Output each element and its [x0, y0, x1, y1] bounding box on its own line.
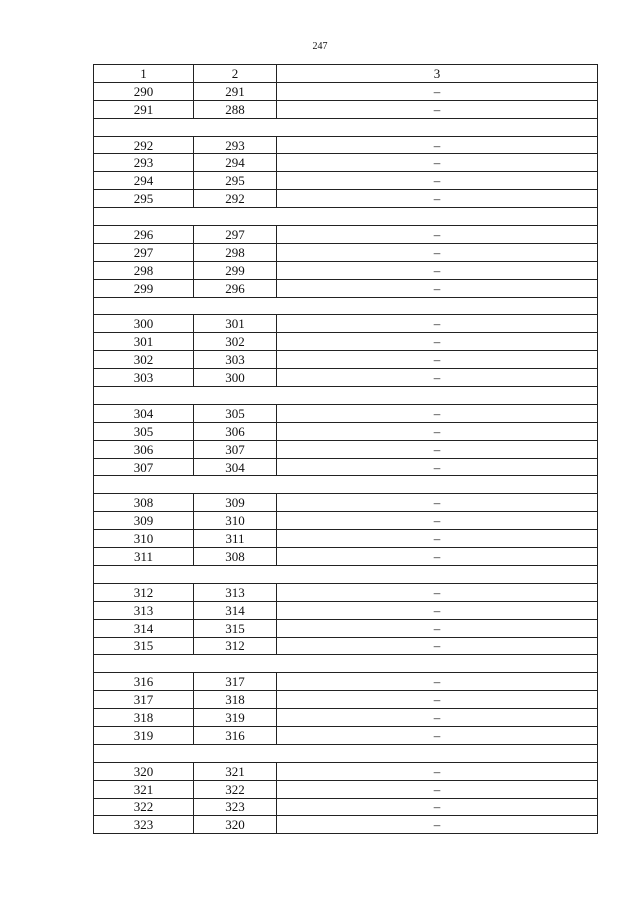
table-cell-col3: –: [277, 691, 598, 709]
table-cell-col3: –: [277, 136, 598, 154]
table-row: [94, 333, 598, 351]
table-cell-col3: –: [277, 601, 598, 619]
table-cell-col3: –: [277, 190, 598, 208]
table-row: [94, 780, 598, 798]
table-cell-col1: 319: [94, 726, 194, 744]
table-row: [94, 458, 598, 476]
table-row: [94, 762, 598, 780]
table-cell-col1: 305: [94, 422, 194, 440]
table-cell-col3: –: [277, 333, 598, 351]
table-cell-col1: 314: [94, 619, 194, 637]
table-cell-col2: 302: [194, 333, 277, 351]
table-cell-col1: 320: [94, 762, 194, 780]
data-table: [93, 64, 598, 834]
table-cell-col2: 310: [194, 512, 277, 530]
table-cell-col1: 310: [94, 530, 194, 548]
table-row: [94, 798, 598, 816]
table-cell-col1: 299: [94, 279, 194, 297]
table-cell-col3: –: [277, 583, 598, 601]
table-cell-col1: 290: [94, 82, 194, 100]
table-cell-col3: –: [277, 226, 598, 244]
table-row: [94, 440, 598, 458]
group-separator-row: [94, 118, 598, 136]
table-cell-col1: 316: [94, 673, 194, 691]
table-row: [94, 154, 598, 172]
group-separator-row: [94, 387, 598, 405]
table-cell-col3: –: [277, 440, 598, 458]
table-row: [94, 261, 598, 279]
table-cell-col3: –: [277, 422, 598, 440]
table-cell-col2: 294: [194, 154, 277, 172]
group-separator-cell: [94, 655, 598, 673]
table-cell-col2: 296: [194, 279, 277, 297]
table-cell-col2: 303: [194, 351, 277, 369]
table-cell-col1: 308: [94, 494, 194, 512]
table-cell-col2: 308: [194, 548, 277, 566]
table-cell-col2: 321: [194, 762, 277, 780]
table-cell-col1: 307: [94, 458, 194, 476]
table-row: [94, 601, 598, 619]
table-cell-col1: 303: [94, 369, 194, 387]
table-row: [94, 226, 598, 244]
header-cell-col3: 3: [277, 65, 598, 83]
table-cell-col2: 322: [194, 780, 277, 798]
table-cell-col3: –: [277, 548, 598, 566]
table-cell-col2: 312: [194, 637, 277, 655]
table-cell-col3: –: [277, 512, 598, 530]
table-cell-col2: 320: [194, 816, 277, 834]
table-cell-col2: 292: [194, 190, 277, 208]
table-cell-col1: 306: [94, 440, 194, 458]
group-separator-cell: [94, 565, 598, 583]
table-cell-col1: 300: [94, 315, 194, 333]
table-body: [94, 82, 598, 833]
table-row: [94, 172, 598, 190]
table-cell-col1: 311: [94, 548, 194, 566]
table-row: [94, 691, 598, 709]
table-cell-col1: 292: [94, 136, 194, 154]
group-separator-row: [94, 297, 598, 315]
table-cell-col2: 318: [194, 691, 277, 709]
table-cell-col2: 301: [194, 315, 277, 333]
group-separator-row: [94, 476, 598, 494]
table-row: [94, 494, 598, 512]
table-row: [94, 279, 598, 297]
table-row: [94, 422, 598, 440]
table-cell-col1: 323: [94, 816, 194, 834]
table-row: [94, 548, 598, 566]
group-separator-cell: [94, 297, 598, 315]
table-cell-col2: 314: [194, 601, 277, 619]
table-cell-col1: 315: [94, 637, 194, 655]
table-cell-col3: –: [277, 619, 598, 637]
table-cell-col3: –: [277, 172, 598, 190]
table-row: [94, 404, 598, 422]
table-cell-col3: –: [277, 315, 598, 333]
table-cell-col1: 313: [94, 601, 194, 619]
page-number: 247: [312, 41, 328, 52]
table-cell-col1: 322: [94, 798, 194, 816]
table-cell-col1: 312: [94, 583, 194, 601]
table-cell-col1: 302: [94, 351, 194, 369]
table-cell-col2: 300: [194, 369, 277, 387]
table-row: [94, 709, 598, 727]
table-row: [94, 82, 598, 100]
table-cell-col2: 319: [194, 709, 277, 727]
table-cell-col2: 305: [194, 404, 277, 422]
table-row: [94, 816, 598, 834]
table-cell-col3: –: [277, 279, 598, 297]
header-cell-col2: 2: [194, 65, 277, 83]
table-cell-col1: 301: [94, 333, 194, 351]
table-cell-col3: –: [277, 404, 598, 422]
group-separator-cell: [94, 118, 598, 136]
table-cell-col3: –: [277, 726, 598, 744]
table-row: [94, 637, 598, 655]
table-cell-col1: 293: [94, 154, 194, 172]
table-row: [94, 673, 598, 691]
table-cell-col2: 306: [194, 422, 277, 440]
table-cell-col2: 288: [194, 100, 277, 118]
table-cell-col2: 299: [194, 261, 277, 279]
table-cell-col2: 293: [194, 136, 277, 154]
group-separator-row: [94, 744, 598, 762]
table-cell-col1: 318: [94, 709, 194, 727]
table-row: [94, 100, 598, 118]
table-cell-col3: –: [277, 762, 598, 780]
table-cell-col3: –: [277, 100, 598, 118]
table-cell-col2: 309: [194, 494, 277, 512]
table-cell-col2: 311: [194, 530, 277, 548]
table-cell-col3: –: [277, 530, 598, 548]
table-row: [94, 369, 598, 387]
table-row: [94, 315, 598, 333]
table-cell-col3: –: [277, 369, 598, 387]
table-cell-col2: 291: [194, 82, 277, 100]
group-separator-row: [94, 208, 598, 226]
table-cell-col3: –: [277, 243, 598, 261]
table-cell-col2: 323: [194, 798, 277, 816]
table-cell-col2: 295: [194, 172, 277, 190]
table-cell-col3: –: [277, 637, 598, 655]
table-row: [94, 136, 598, 154]
table-row: [94, 351, 598, 369]
table-cell-col2: 298: [194, 243, 277, 261]
table-header: [94, 65, 598, 83]
table-cell-col1: 291: [94, 100, 194, 118]
table-cell-col3: –: [277, 351, 598, 369]
header-cell-col1: 1: [94, 65, 194, 83]
table-cell-col2: 315: [194, 619, 277, 637]
group-separator-cell: [94, 744, 598, 762]
table-cell-col3: –: [277, 494, 598, 512]
table-cell-col3: –: [277, 261, 598, 279]
table-cell-col2: 297: [194, 226, 277, 244]
table-cell-col3: –: [277, 82, 598, 100]
table-cell-col2: 313: [194, 583, 277, 601]
table-cell-col2: 304: [194, 458, 277, 476]
table-cell-col2: 307: [194, 440, 277, 458]
table-row: [94, 726, 598, 744]
table-cell-col2: 317: [194, 673, 277, 691]
table-row: [94, 190, 598, 208]
table-cell-col1: 297: [94, 243, 194, 261]
table-row: [94, 512, 598, 530]
table-cell-col3: –: [277, 673, 598, 691]
group-separator-row: [94, 565, 598, 583]
group-separator-row: [94, 655, 598, 673]
group-separator-cell: [94, 387, 598, 405]
table-cell-col3: –: [277, 798, 598, 816]
group-separator-cell: [94, 208, 598, 226]
table-cell-col3: –: [277, 780, 598, 798]
table-cell-col1: 298: [94, 261, 194, 279]
table-row: [94, 619, 598, 637]
table-cell-col1: 321: [94, 780, 194, 798]
table-cell-col1: 304: [94, 404, 194, 422]
table-row: [94, 243, 598, 261]
table-cell-col1: 309: [94, 512, 194, 530]
table-row: [94, 530, 598, 548]
header-row: [94, 65, 598, 83]
table-cell-col1: 295: [94, 190, 194, 208]
table-cell-col3: –: [277, 154, 598, 172]
table-cell-col3: –: [277, 709, 598, 727]
table-cell-col1: 296: [94, 226, 194, 244]
table-cell-col3: –: [277, 816, 598, 834]
table-cell-col2: 316: [194, 726, 277, 744]
table-cell-col1: 317: [94, 691, 194, 709]
table-cell-col3: –: [277, 458, 598, 476]
table-cell-col1: 294: [94, 172, 194, 190]
table-row: [94, 583, 598, 601]
group-separator-cell: [94, 476, 598, 494]
